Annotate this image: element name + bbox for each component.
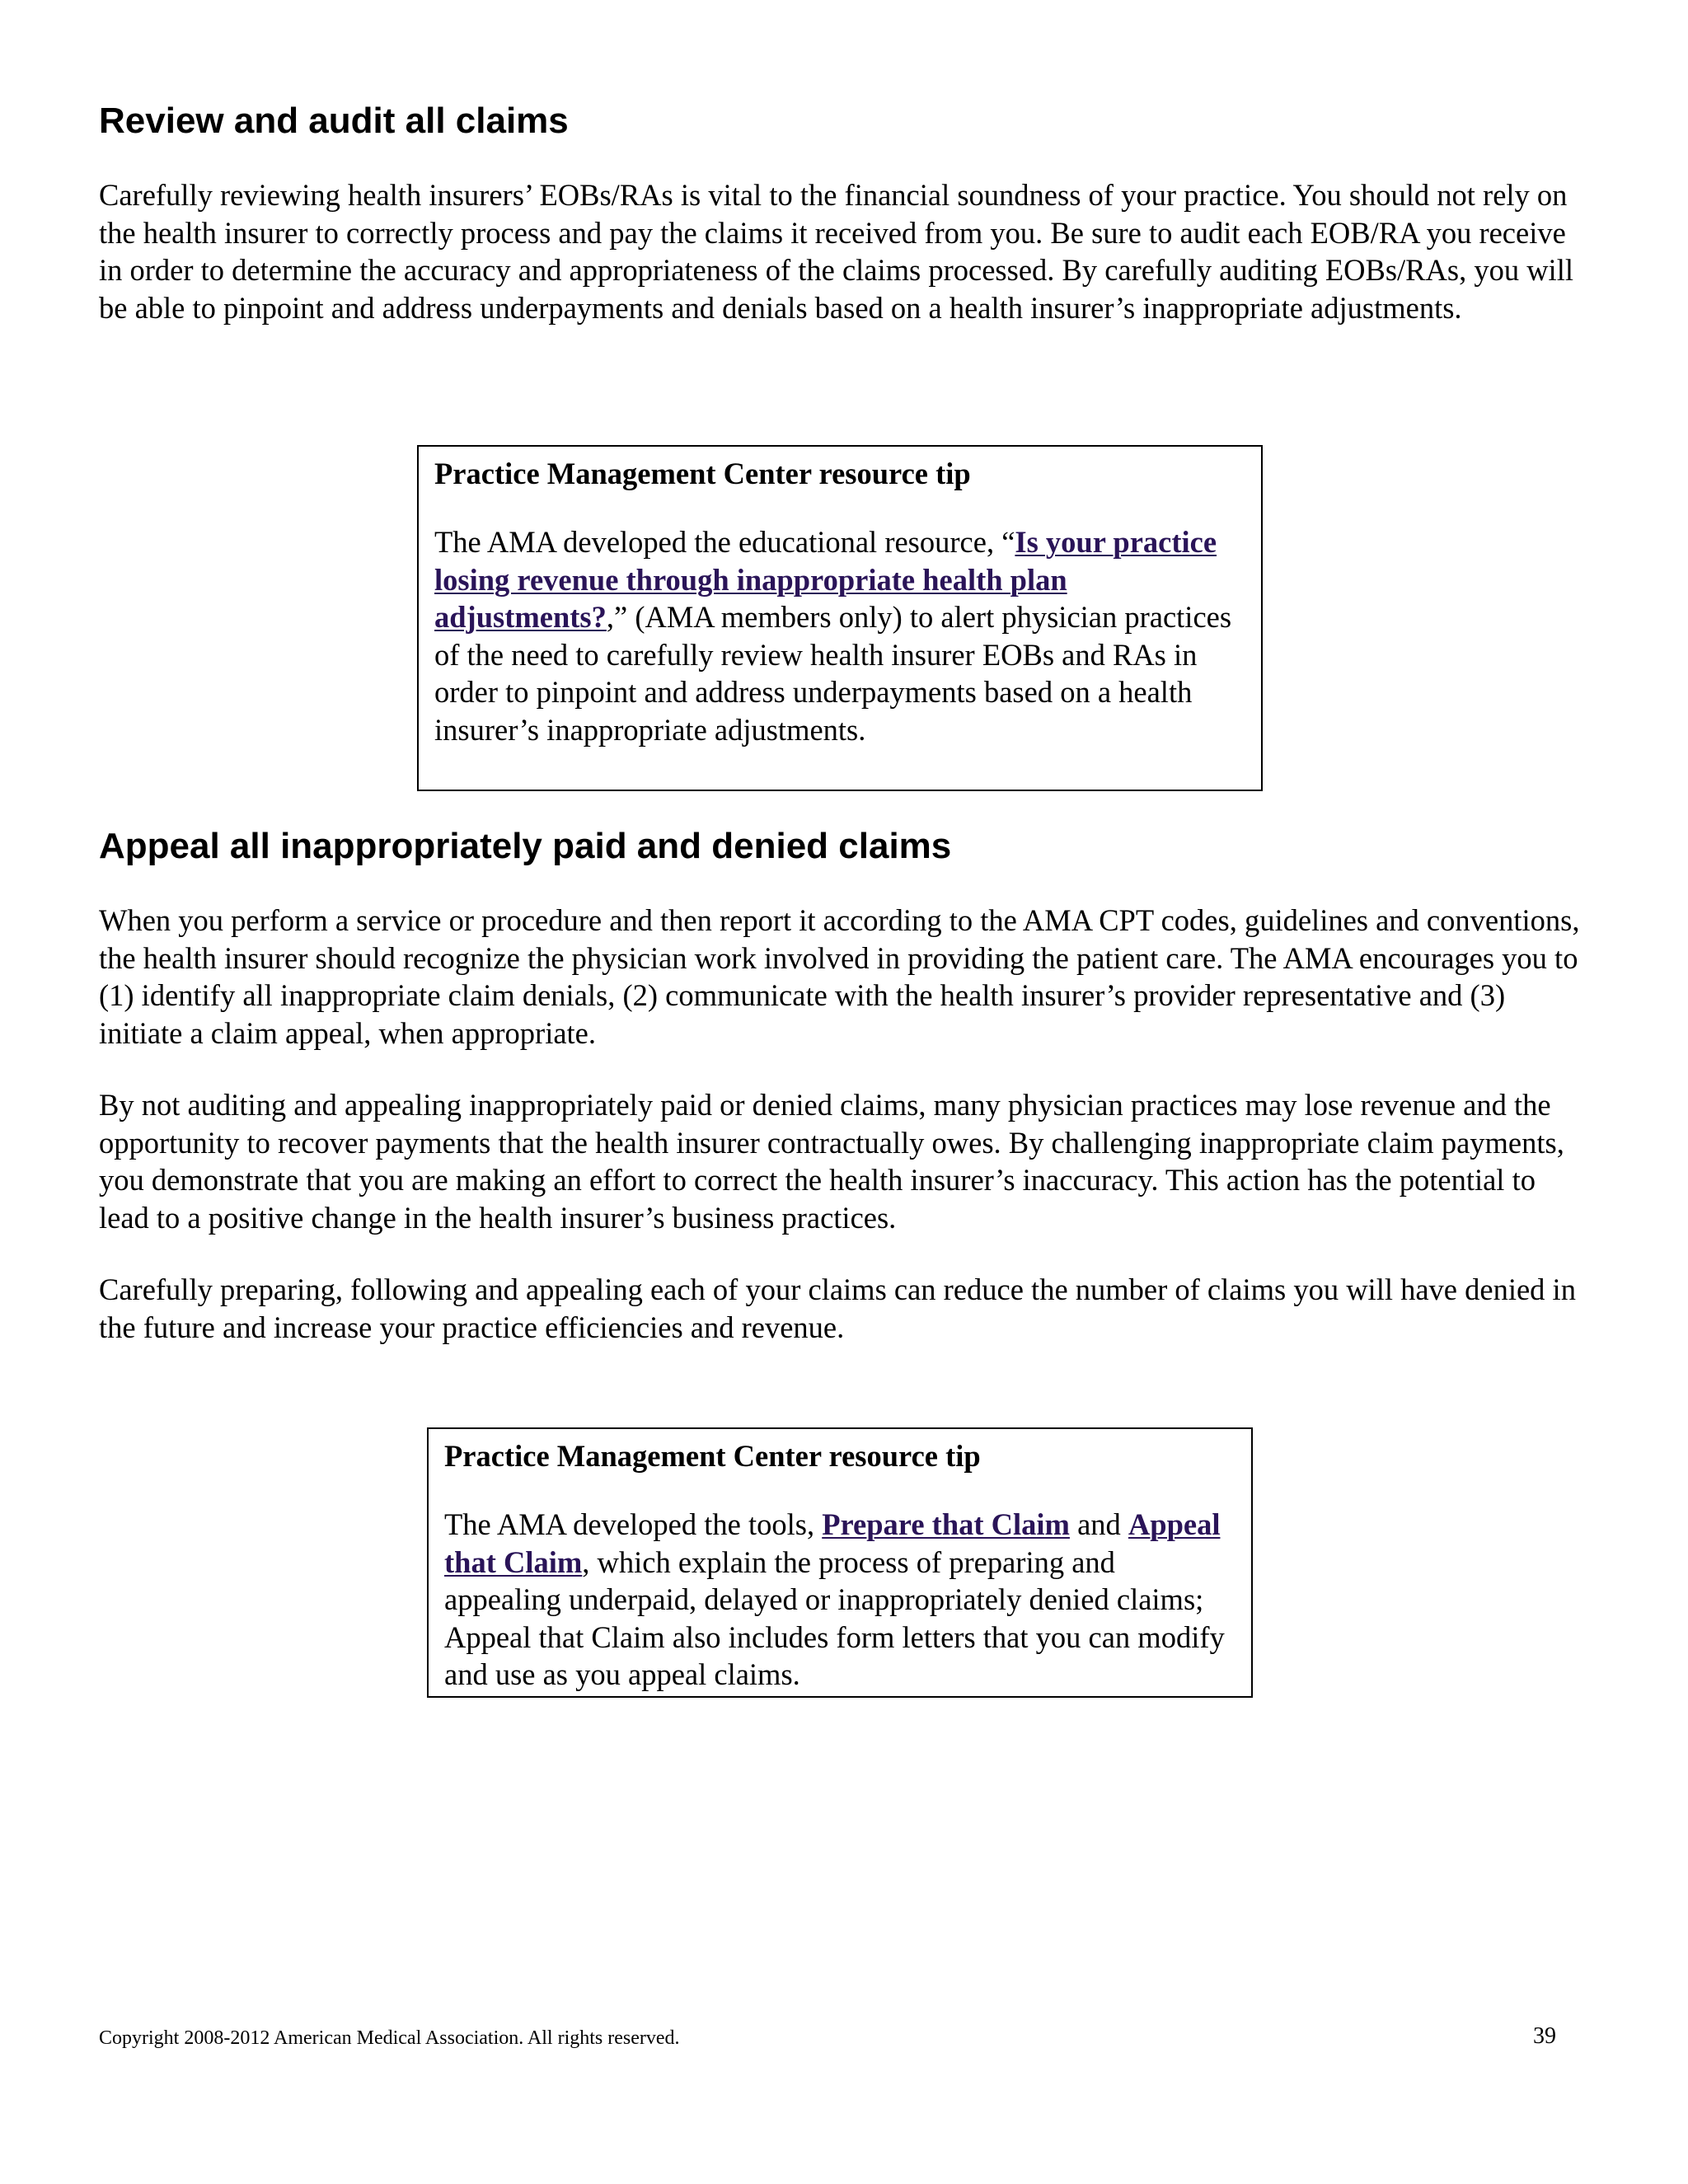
tip-text-after: , which explain the process of preparing and appealing underpaid, delayed or inappropriately denied claims; Appeal that Claim also includes form letters that you can modify and use as you appeal claims.: [444, 1544, 1225, 1691]
tip-text-before: The AMA developed the educational resource, “: [434, 525, 1015, 559]
tip-text-after: ,” (AMA members only) to alert physician practices of the need to carefully review health insurer EOBs and RAs in order to pinpoint and address underpayments based on a health insurer’s inappropriate adjustments.: [434, 600, 1232, 747]
resource-tip-body: [434, 523, 1246, 748]
appeal-paragraph-1: When you perform a service or procedure and then report it according to the AMA CPT codes, guidelines and conventions, the health insurer should recognize the physician work involved in providing the patient care. The AMA encourages you to (1) identify all inappropriate claim denials, (2) communicate with the health insurer’s provider representative and (3) initiate a claim appeal, when appropriate.: [99, 903, 1580, 1050]
appeal-that-claim-link[interactable]: Appeal that Claim: [444, 1507, 1221, 1579]
prepare-that-claim-link[interactable]: Prepare that Claim: [822, 1507, 1070, 1541]
section-heading-appeal-claims: Appeal all inappropriately paid and denied claims: [99, 826, 952, 866]
resource-tip-body: [444, 1506, 1236, 1694]
page-number: 39: [1533, 2023, 1556, 2049]
resource-tip-title: Practice Management Center resource tip: [434, 457, 971, 490]
tip-text-between: and: [1069, 1507, 1128, 1541]
resource-tip-title: Practice Management Center resource tip: [444, 1439, 981, 1473]
tip-text-before: The AMA developed the tools,: [444, 1507, 823, 1541]
footer-copyright: Copyright 2008-2012 American Medical Association. All rights reserved.: [99, 2027, 680, 2049]
resource-tip-box-2: [427, 1427, 1253, 1698]
appeal-paragraph-2: By not auditing and appealing inappropriately paid or denied claims, many physician practices may lose revenue and the opportunity to recover payments that the health insurer contractually owes. By challenging inappropriate claim payments, you demonstrate that you are making an effort to correct the health insurer’s inaccuracy. This action has the potential to lead to a positive change in the health insurer’s business practices.: [99, 1088, 1564, 1235]
section-heading-review-audit: Review and audit all claims: [99, 101, 569, 141]
appeal-paragraph-3: Carefully preparing, following and appealing each of your claims can reduce the number of claims you will have denied in the future and increase your practice efficiencies and revenue.: [99, 1272, 1576, 1344]
resource-tip-box-1: [417, 445, 1263, 791]
review-audit-paragraph: Carefully reviewing health insurers’ EOBs/RAs is vital to the financial soundness of your practice. You should not rely on the health insurer to correctly process and pay the claims it received from you. Be sure to audit each EOB/RA you receive in order to determine the accuracy and appropriateness of the claims processed. By carefully auditing EOBs/RAs, you will be able to pinpoint and address underpayments and denials based on a health insurer’s inappropriate adjustments.: [99, 178, 1573, 325]
adjustments-resource-link[interactable]: Is your practice losing revenue through inappropriate health plan adjustments?: [434, 525, 1217, 634]
